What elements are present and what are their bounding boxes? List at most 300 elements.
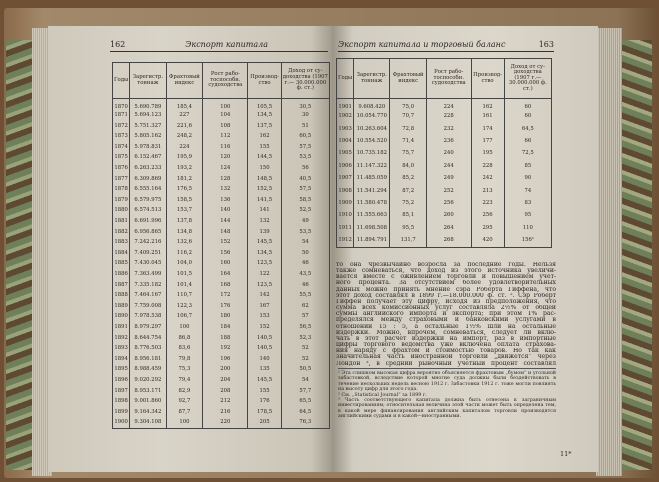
text-line: значительная часть иностранной торговли „движется“ через: [336, 354, 556, 361]
table-cell: 155: [248, 142, 281, 153]
table-cell: 1874: [113, 142, 130, 153]
table-cell: 134,8: [166, 227, 203, 238]
body-text: [336, 262, 556, 367]
table-cell: 1887: [113, 280, 130, 291]
table-cell: 152: [248, 322, 281, 333]
signature-mark: 11*: [560, 450, 572, 458]
table-cell: 249: [426, 173, 471, 185]
footnotes: [338, 368, 556, 420]
right-page: [332, 26, 598, 472]
table-cell: 156¹: [504, 235, 551, 247]
table-cell: 57,5: [281, 142, 329, 153]
table-cell: 8.979.297: [130, 322, 166, 333]
table-cell: 161: [471, 111, 504, 123]
table-cell: 11.894.791: [354, 235, 390, 247]
table-cell: 1871: [113, 111, 130, 122]
table-row: [113, 386, 330, 397]
footnote: ² См. „Statistical Journal“ за 1899 г.: [338, 392, 427, 398]
table-cell: 8.988.459: [130, 365, 166, 376]
table-cell: 54: [281, 375, 329, 386]
table-cell: 87,2: [390, 185, 427, 197]
table-cell: 1895: [113, 365, 130, 376]
table-row: [337, 99, 552, 111]
running-head-title: Экспорт капитала и торговый баланс: [338, 40, 506, 49]
table-row: [113, 111, 330, 122]
table-cell: 152,5: [248, 185, 281, 196]
table-cell: 177: [471, 136, 504, 148]
table-cell: 256: [471, 210, 504, 222]
table-row: [113, 132, 330, 143]
table-cell: 224: [426, 99, 471, 111]
table-cell: 128: [203, 174, 248, 185]
table-cell: 70,7: [390, 111, 427, 123]
table-cell: 9.020.292: [130, 375, 166, 386]
table-cell: 242: [471, 173, 504, 185]
table-cell: 180: [203, 312, 248, 323]
table-cell: 90: [504, 173, 551, 185]
table-cell: 108: [203, 121, 248, 132]
column-header: Годы: [113, 63, 130, 99]
table-cell: 167: [248, 301, 281, 312]
table-cell: 153: [248, 312, 281, 323]
table-row: [337, 148, 552, 160]
table-cell: 7.430.045: [130, 259, 166, 270]
table-cell: 142: [248, 291, 281, 302]
table-cell: 122,3: [166, 301, 203, 312]
table-cell: 1891: [113, 322, 130, 333]
table-cell: 145,5: [248, 375, 281, 386]
table-cell: 11.580.478: [354, 198, 390, 210]
table-cell: 155: [248, 386, 281, 397]
table-cell: 72,8: [390, 123, 427, 135]
table-row: [113, 312, 330, 323]
table-cell: 134,5: [248, 248, 281, 259]
table-cell: 60: [504, 99, 551, 111]
running-head: [338, 40, 554, 52]
table-cell: 101,4: [166, 280, 203, 291]
table-cell: 150: [248, 164, 281, 175]
table-cell: 7.409.251: [130, 248, 166, 259]
text-line: ния наряду с фрахтом и стоимостью товаров. Но так как: [336, 348, 556, 355]
column-header: Доход от судоходства (1907 г.— 30.000.000 ф. ст.): [504, 59, 551, 99]
table-cell: 1908: [337, 185, 354, 197]
page-number: 162: [110, 40, 126, 49]
table-cell: 1875: [113, 153, 130, 164]
table-cell: 7.242.216: [130, 238, 166, 249]
column-header: Зарегистр. тоннаж: [130, 63, 166, 99]
table-row: [113, 216, 330, 227]
table-cell: 148: [203, 227, 248, 238]
table-cell: 1904: [337, 136, 354, 148]
table-cell: 1877: [113, 174, 130, 185]
table-row: [337, 210, 552, 222]
text-line: пределялся между страховыми и банковскими услугами в: [336, 317, 556, 324]
column-header: Годы: [337, 59, 354, 99]
table-cell: 86,8: [166, 333, 203, 344]
table-cell: 112: [203, 132, 248, 143]
table-cell: 9.304.108: [130, 418, 166, 429]
column-header: Фрахтовый индекс: [166, 63, 203, 99]
table-cell: 1909: [337, 198, 354, 210]
text-line: также сомневаться, что доход из этого источника увеличи-: [336, 268, 556, 275]
table-row: [337, 136, 552, 148]
table-cell: 56,5: [281, 322, 329, 333]
table-cell: 137,8: [166, 216, 203, 227]
table-cell: 178,5: [248, 407, 281, 418]
table-cell: 1894: [113, 354, 130, 365]
table-cell: 131,7: [390, 235, 427, 247]
table-cell: 200: [203, 365, 248, 376]
table-cell: 1897: [113, 386, 130, 397]
table-cell: 6.555.164: [130, 185, 166, 196]
text-line: Гиффен получает эту цифру, исходя из предположения, что: [336, 298, 556, 305]
table-cell: 40,5: [281, 174, 329, 185]
table-cell: 1889: [113, 301, 130, 312]
table-cell: 10.263.604: [354, 123, 390, 135]
table-cell: 10.054.770: [354, 111, 390, 123]
table-cell: 1903: [337, 123, 354, 135]
table-cell: 1872: [113, 121, 130, 132]
table-cell: 1893: [113, 344, 130, 355]
table-cell: 52,5: [281, 206, 329, 217]
table-cell: 1901: [337, 99, 354, 111]
table-cell: 264: [426, 222, 471, 234]
table-cell: 79,4: [166, 375, 203, 386]
table-cell: 248,2: [166, 132, 203, 143]
table-cell: 62: [281, 301, 329, 312]
table-cell: 11.541.294: [354, 185, 390, 197]
table-cell: 140,5: [248, 333, 281, 344]
table-cell: 188: [203, 333, 248, 344]
table-cell: 1898: [113, 397, 130, 408]
table-cell: 1886: [113, 269, 130, 280]
table-cell: 232: [426, 123, 471, 135]
table-row: [113, 153, 330, 164]
table-cell: 104,0: [166, 259, 203, 270]
table-cell: 213: [471, 185, 504, 197]
table-cell: 58,5: [281, 195, 329, 206]
table-cell: 52: [281, 344, 329, 355]
table-cell: 7.363.499: [130, 269, 166, 280]
table-cell: 52: [281, 354, 329, 365]
table-cell: 116: [203, 142, 248, 153]
table-cell: 79,8: [166, 354, 203, 365]
table-cell: 1888: [113, 291, 130, 302]
table-cell: 185,4: [166, 99, 203, 111]
table-cell: 1870: [113, 99, 130, 111]
table-cell: 137,5: [248, 121, 281, 132]
table-cell: 141: [248, 206, 281, 217]
table-cell: 6.956.865: [130, 227, 166, 238]
table-cell: 11.698.508: [354, 222, 390, 234]
table-cell: 75,7: [390, 148, 427, 160]
table-cell: 132: [203, 185, 248, 196]
footnote: ³ Часть соответствующего капитала должна быть отнесена к заграничным инвестированиям; относительная величина этой части может быть определена тем, в какой мере финансирования английским капиталом торговли производятся английскими судами и в какой—иностранными.: [338, 398, 556, 420]
table-cell: 43,5: [281, 269, 329, 280]
table-cell: 75,2: [390, 198, 427, 210]
table-cell: 60: [504, 111, 551, 123]
table-cell: 106,7: [166, 312, 203, 323]
table-cell: 92,7: [166, 397, 203, 408]
table-cell: 1906: [337, 160, 354, 172]
table-row: [337, 198, 552, 210]
table-cell: 1892: [113, 333, 130, 344]
table-cell: 10.735.182: [354, 148, 390, 160]
table-cell: 195,9: [166, 153, 203, 164]
table-cell: 46: [281, 280, 329, 291]
table-cell: 11.555.663: [354, 210, 390, 222]
table-cell: 164: [203, 269, 248, 280]
table-cell: 7.335.182: [130, 280, 166, 291]
table-row: [337, 235, 552, 247]
text-line: издержки. Можно, впрочем, сомневаться, следует ли вклю-: [336, 329, 556, 336]
table-cell: 87,7: [166, 407, 203, 418]
table-row: [113, 291, 330, 302]
table-row: [113, 365, 330, 376]
table-cell: 216: [203, 407, 248, 418]
column-header: Производство: [471, 59, 504, 99]
table-row: [113, 280, 330, 291]
table-row: [113, 301, 330, 312]
table-cell: 5.690.789: [130, 99, 166, 111]
table-cell: 7.759.008: [130, 301, 166, 312]
table-cell: 85,1: [390, 210, 427, 222]
table-cell: 55,5: [281, 291, 329, 302]
table-cell: 1899: [113, 407, 130, 418]
running-head-title: Экспорт капитала: [185, 40, 268, 49]
table-cell: 6.309.869: [130, 174, 166, 185]
table-cell: 152: [203, 238, 248, 249]
table-cell: 295: [471, 222, 504, 234]
table-cell: 9.001.860: [130, 397, 166, 408]
table-cell: 11.147.322: [354, 160, 390, 172]
table-cell: 228: [426, 111, 471, 123]
table-cell: 6.574.513: [130, 206, 166, 217]
table-cell: 123,5: [248, 280, 281, 291]
table-cell: 141,5: [248, 195, 281, 206]
table-cell: 8.953.171: [130, 386, 166, 397]
text-line: ного процента. За отсутствием более удовлетворительных: [336, 280, 556, 287]
table-cell: 144,5: [248, 153, 281, 164]
table-cell: 82,9: [166, 386, 203, 397]
table-cell: 176,5: [166, 185, 203, 196]
table-cell: 8.956.181: [130, 354, 166, 365]
running-head: [110, 40, 328, 52]
column-header: Рост работоспособн. судоходства: [203, 63, 248, 99]
table-cell: 110,7: [166, 291, 203, 302]
table-cell: 46: [281, 259, 329, 270]
text-line: чать в этот расчет издержки на импорт, раз в импортные: [336, 335, 556, 342]
table-cell: 1910: [337, 210, 354, 222]
table-cell: 208: [203, 386, 248, 397]
footnote: ¹ Эта слишком высокая цифра вероятно объясняется фрахтовым „бумом“ и угольной забастовкой, вследствие которой многие суда должны были бездействовать в течение нескольких недель весною 1912 г. Забастовки 1912 г. тоже могли повлиять на высоту цифр для этого года.: [338, 371, 556, 393]
table-cell: 220: [203, 418, 248, 429]
table-cell: 221,6: [166, 121, 203, 132]
table-cell: 256: [426, 198, 471, 210]
table-cell: 95: [504, 210, 551, 222]
table-cell: 1880: [113, 206, 130, 217]
table-row: [113, 269, 330, 280]
table-cell: 204: [203, 375, 248, 386]
table-cell: 57,7: [281, 386, 329, 397]
text-line: сумма всех комиссионных услуг составляла 2½% от общей: [336, 305, 556, 312]
table-cell: 74: [504, 185, 551, 197]
column-header: Рост работоспособн. судоходства: [426, 59, 471, 99]
table-cell: 184: [203, 322, 248, 333]
table-cell: 196: [203, 354, 248, 365]
table-cell: 5.694.123: [130, 111, 166, 122]
shipping-table-left: [112, 62, 330, 429]
column-header: Доход от судоходства (1907 г.— 30.000.000 ф. ст.): [281, 63, 329, 99]
text-line: цифры торгового ведомства уже включена оплата страхова-: [336, 342, 556, 349]
table-cell: 153,7: [166, 206, 203, 217]
table-cell: 8.776.503: [130, 344, 166, 355]
table-cell: 64,5: [281, 407, 329, 418]
table-row: [113, 164, 330, 175]
table-cell: 95,5: [390, 222, 427, 234]
table-cell: 132: [248, 216, 281, 227]
text-line: отношении 15 : 5, а остальные 1½% шли на остальные: [336, 323, 556, 330]
table-cell: 100: [166, 418, 203, 429]
table-cell: 64,5: [504, 123, 551, 135]
table-cell: 136: [203, 195, 248, 206]
table-cell: 1878: [113, 185, 130, 196]
table-cell: 51: [281, 121, 329, 132]
table-row: [113, 227, 330, 238]
text-line: данных можно принять мнение сэра Роберта Гиффена, что: [336, 286, 556, 293]
table-cell: 57: [281, 312, 329, 323]
table-cell: 148,5: [248, 174, 281, 185]
table-cell: 100: [166, 322, 203, 333]
table-row: [113, 375, 330, 386]
text-line: Лондон ³, в средний рыночный учетный процент составлял: [336, 360, 556, 367]
table-cell: 66: [504, 136, 551, 148]
table-row: [113, 185, 330, 196]
table-cell: 227: [166, 111, 203, 122]
table-cell: 9.164.342: [130, 407, 166, 418]
table-cell: 101,5: [166, 269, 203, 280]
column-header: Производство: [248, 63, 281, 99]
table-cell: 1900: [113, 418, 130, 429]
table-cell: 83: [504, 198, 551, 210]
table-cell: 1883: [113, 238, 130, 249]
table-cell: 140: [248, 354, 281, 365]
table-cell: 123,5: [248, 259, 281, 270]
table-cell: 54: [281, 238, 329, 249]
table-cell: 223: [471, 198, 504, 210]
table-cell: 192: [203, 344, 248, 355]
table-cell: 53,5: [281, 227, 329, 238]
table-cell: 122: [248, 269, 281, 280]
table-cell: 49: [281, 216, 329, 227]
table-cell: 139: [248, 227, 281, 238]
table-cell: 1896: [113, 375, 130, 386]
table-row: [113, 354, 330, 365]
table-cell: 1912: [337, 235, 354, 247]
table-row: [113, 195, 330, 206]
text-line: то она чрезвычайно возросла за последние годы. Нельзя: [336, 262, 556, 268]
table-cell: 60,5: [281, 132, 329, 143]
table-cell: 50,5: [281, 365, 329, 376]
table-cell: 134,5: [248, 111, 281, 122]
table-cell: 8.644.754: [130, 333, 166, 344]
table-cell: 162: [471, 99, 504, 111]
table-cell: 110: [504, 222, 551, 234]
table-cell: 56: [281, 164, 329, 175]
table-cell: 104: [203, 111, 248, 122]
table-cell: 1882: [113, 227, 130, 238]
table-cell: 140,5: [248, 344, 281, 355]
table-cell: 5.751.327: [130, 121, 166, 132]
table-cell: 268: [426, 235, 471, 247]
table-cell: 65,5: [281, 397, 329, 408]
table-cell: 50: [281, 248, 329, 259]
table-row: [337, 185, 552, 197]
table-row: [113, 397, 330, 408]
table-cell: 260: [426, 210, 471, 222]
table-cell: 193,2: [166, 164, 203, 175]
table-cell: 72,5: [504, 148, 551, 160]
table-row: [113, 238, 330, 249]
table-cell: 144: [203, 216, 248, 227]
table-cell: 168: [203, 280, 248, 291]
table-cell: 1876: [113, 164, 130, 175]
table-cell: 76,3: [281, 418, 329, 429]
table-cell: 132,6: [166, 238, 203, 249]
text-line: вается вместе с оживлением торговли и повышением учет-: [336, 274, 556, 281]
table-cell: 71,4: [390, 136, 427, 148]
table-cell: 10.554.520: [354, 136, 390, 148]
table-cell: 205: [248, 418, 281, 429]
table-cell: 1905: [337, 148, 354, 160]
table-cell: 6.691.996: [130, 216, 166, 227]
table-cell: 1884: [113, 248, 130, 259]
table-cell: 224: [166, 142, 203, 153]
table-row: [113, 99, 330, 111]
table-cell: 7.464.167: [130, 291, 166, 302]
table-row: [113, 174, 330, 185]
table-row: [113, 206, 330, 217]
table-cell: 244: [426, 160, 471, 172]
table-cell: 75,3: [166, 365, 203, 376]
column-header: Зарегистр. тоннаж: [354, 59, 390, 99]
marbled-endpaper-right: [622, 40, 652, 470]
table-cell: 1881: [113, 216, 130, 227]
table-row: [337, 123, 552, 135]
table-cell: 176: [248, 397, 281, 408]
table-row: [337, 222, 552, 234]
table-cell: 1890: [113, 312, 130, 323]
table-cell: 5.978.831: [130, 142, 166, 153]
table-cell: 140: [203, 206, 248, 217]
table-cell: 145,5: [248, 238, 281, 249]
table-row: [113, 418, 330, 429]
page-edges-right: [596, 28, 622, 476]
table-cell: 105,5: [248, 99, 281, 111]
table-row: [113, 333, 330, 344]
shipping-table-right: [336, 58, 552, 248]
table-cell: 6.152.467: [130, 153, 166, 164]
table-cell: 120: [203, 153, 248, 164]
table-row: [337, 160, 552, 172]
table-cell: 1911: [337, 222, 354, 234]
left-page: [48, 26, 334, 472]
table-cell: 9.608.420: [354, 99, 390, 111]
table-cell: 30: [281, 111, 329, 122]
table-row: [113, 259, 330, 270]
table-cell: 1885: [113, 259, 130, 270]
table-cell: 100: [203, 99, 248, 111]
